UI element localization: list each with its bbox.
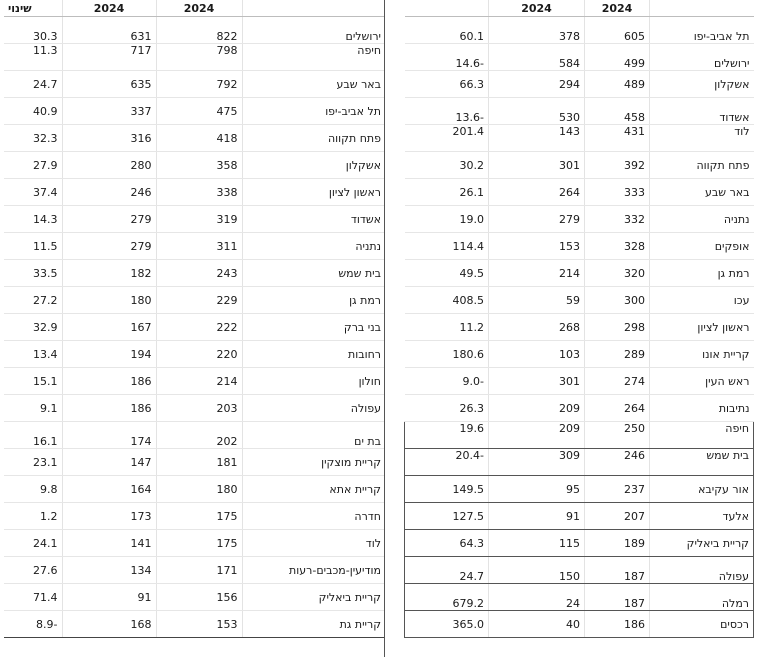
curr-year-cell: 187 (585, 584, 650, 611)
table-row (405, 449, 754, 476)
right-header-row (405, 0, 754, 17)
change-cell: 15.1 (4, 368, 62, 395)
table-row (4, 557, 385, 584)
table-row (4, 125, 385, 152)
right-header-change (405, 0, 489, 17)
curr-year-cell: 207 (585, 503, 650, 530)
change-cell: 33.5 (4, 260, 62, 287)
city-cell: עפולה (242, 395, 385, 422)
city-cell: קריית מוצקין (242, 449, 385, 476)
prev-year-cell: 268 (489, 314, 585, 341)
curr-year-cell: 175 (156, 503, 242, 530)
left-header-curr-year: 2024 (156, 0, 242, 17)
curr-year-cell: 202 (156, 422, 242, 449)
prev-year-cell: 95 (489, 476, 585, 503)
city-cell: לוד (650, 125, 754, 152)
curr-year-cell: 274 (585, 368, 650, 395)
curr-year-cell: 605 (585, 17, 650, 44)
curr-year-cell: 203 (156, 395, 242, 422)
curr-year-cell: 289 (585, 341, 650, 368)
curr-year-cell: 220 (156, 341, 242, 368)
table-row (405, 287, 754, 314)
prev-year-cell: 174 (62, 422, 156, 449)
change-cell: 14.3 (4, 206, 62, 233)
right-header-curr-year: 2024 (585, 0, 650, 17)
table-row (4, 584, 385, 611)
table-row (4, 314, 385, 341)
city-cell: פתח תקווה (242, 125, 385, 152)
table-row (4, 260, 385, 287)
table-row (405, 557, 754, 584)
curr-year-cell: 214 (156, 368, 242, 395)
column-divider (384, 0, 385, 657)
prev-year-cell: 209 (489, 395, 585, 422)
table-row (405, 17, 754, 44)
table-row (405, 71, 754, 98)
change-cell: 365.0 (405, 611, 489, 638)
change-cell: 9.0- (405, 368, 489, 395)
curr-year-cell: 328 (585, 233, 650, 260)
change-cell: 180.6 (405, 341, 489, 368)
city-cell: אלעד (650, 503, 754, 530)
city-cell: קריית ביאליק (242, 584, 385, 611)
city-cell: בני ברק (242, 314, 385, 341)
change-cell: 20.4- (405, 449, 489, 476)
curr-year-cell: 187 (585, 557, 650, 584)
change-cell: 13.4 (4, 341, 62, 368)
prev-year-cell: 337 (62, 98, 156, 125)
city-cell: תל אביב-יפו (650, 17, 754, 44)
prev-year-cell: 301 (489, 152, 585, 179)
curr-year-cell: 338 (156, 179, 242, 206)
prev-year-cell: 150 (489, 557, 585, 584)
table-row (405, 260, 754, 287)
table-row (4, 530, 385, 557)
change-cell: 40.9 (4, 98, 62, 125)
table-row (4, 503, 385, 530)
prev-year-cell: 91 (489, 503, 585, 530)
city-cell: חיפה (650, 422, 754, 449)
table-row (405, 422, 754, 449)
city-cell: אשקלון (242, 152, 385, 179)
prev-year-cell: 214 (489, 260, 585, 287)
curr-year-cell: 475 (156, 98, 242, 125)
prev-year-cell: 635 (62, 71, 156, 98)
change-cell: 679.2 (405, 584, 489, 611)
city-cell: רחובות (242, 341, 385, 368)
prev-year-cell: 180 (62, 287, 156, 314)
curr-year-cell: 237 (585, 476, 650, 503)
change-cell: 24.1 (4, 530, 62, 557)
table-row (4, 287, 385, 314)
table-row (405, 395, 754, 422)
table-row (4, 71, 385, 98)
table-row (4, 341, 385, 368)
curr-year-cell: 180 (156, 476, 242, 503)
change-cell: 1.2 (4, 503, 62, 530)
city-cell: אופקים (650, 233, 754, 260)
curr-year-cell: 458 (585, 98, 650, 125)
curr-year-cell: 311 (156, 233, 242, 260)
change-cell: 11.2 (405, 314, 489, 341)
prev-year-cell: 530 (489, 98, 585, 125)
table-row (405, 98, 754, 125)
change-cell: 127.5 (405, 503, 489, 530)
city-cell: באר שבע (650, 179, 754, 206)
change-cell: 24.7 (4, 71, 62, 98)
curr-year-cell: 181 (156, 449, 242, 476)
change-cell: 11.3 (4, 44, 62, 71)
table-row (405, 611, 754, 638)
prev-year-cell: 264 (489, 179, 585, 206)
curr-year-cell: 189 (585, 530, 650, 557)
prev-year-cell: 631 (62, 17, 156, 44)
prev-year-cell: 173 (62, 503, 156, 530)
city-cell: קריית גת (242, 611, 385, 638)
left-header-prev-year: 2024 (62, 0, 156, 17)
table-row (405, 314, 754, 341)
curr-year-cell: 392 (585, 152, 650, 179)
table-row (4, 368, 385, 395)
curr-year-cell: 229 (156, 287, 242, 314)
city-cell: ראשון לציון (242, 179, 385, 206)
table-row (405, 584, 754, 611)
curr-year-cell: 792 (156, 71, 242, 98)
prev-year-cell: 301 (489, 368, 585, 395)
table-row (405, 233, 754, 260)
prev-year-cell: 167 (62, 314, 156, 341)
curr-year-cell: 175 (156, 530, 242, 557)
change-cell: 8.9- (4, 611, 62, 638)
curr-year-cell: 332 (585, 206, 650, 233)
city-cell: רמת גן (650, 260, 754, 287)
prev-year-cell: 153 (489, 233, 585, 260)
curr-year-cell: 298 (585, 314, 650, 341)
prev-year-cell: 134 (62, 557, 156, 584)
prev-year-cell: 186 (62, 395, 156, 422)
city-cell: עכו (650, 287, 754, 314)
table-row (4, 17, 385, 44)
left-header-city (242, 0, 385, 17)
city-cell: קריית ביאליק (650, 530, 754, 557)
change-cell: 30.2 (405, 152, 489, 179)
city-cell: ירושלים (650, 44, 754, 71)
city-cell: תל אביב-יפו (242, 98, 385, 125)
city-cell: נתניה (242, 233, 385, 260)
change-cell: 30.3 (4, 17, 62, 44)
right-table (404, 0, 754, 638)
table-row (4, 449, 385, 476)
prev-year-cell: 209 (489, 422, 585, 449)
prev-year-cell: 309 (489, 449, 585, 476)
city-cell: חולון (242, 368, 385, 395)
curr-year-cell: 246 (585, 449, 650, 476)
city-cell: קריית אתא (242, 476, 385, 503)
curr-year-cell: 822 (156, 17, 242, 44)
left-header-row (4, 0, 385, 17)
table-row (405, 179, 754, 206)
city-cell: ראשון לציון (650, 314, 754, 341)
city-cell: אור עקיבא (650, 476, 754, 503)
left-table (4, 0, 385, 638)
change-cell: 16.1 (4, 422, 62, 449)
prev-year-cell: 24 (489, 584, 585, 611)
prev-year-cell: 378 (489, 17, 585, 44)
curr-year-cell: 320 (585, 260, 650, 287)
change-cell: 23.1 (4, 449, 62, 476)
curr-year-cell: 319 (156, 206, 242, 233)
prev-year-cell: 147 (62, 449, 156, 476)
city-cell: באר שבע (242, 71, 385, 98)
table-row (405, 341, 754, 368)
change-cell: 11.5 (4, 233, 62, 260)
table-row (4, 233, 385, 260)
city-cell: רכסים (650, 611, 754, 638)
table-row (4, 152, 385, 179)
city-cell: נתניה (650, 206, 754, 233)
prev-year-cell: 294 (489, 71, 585, 98)
change-cell: 13.6- (405, 98, 489, 125)
table-row (405, 476, 754, 503)
change-cell: 27.2 (4, 287, 62, 314)
prev-year-cell: 194 (62, 341, 156, 368)
table-row (405, 368, 754, 395)
curr-year-cell: 153 (156, 611, 242, 638)
table-row (405, 530, 754, 557)
right-header-city (650, 0, 754, 17)
change-cell: 27.6 (4, 557, 62, 584)
table-row (4, 44, 385, 71)
curr-year-cell: 250 (585, 422, 650, 449)
curr-year-cell: 171 (156, 557, 242, 584)
change-cell: 14.6- (405, 44, 489, 71)
curr-year-cell: 186 (585, 611, 650, 638)
prev-year-cell: 59 (489, 287, 585, 314)
city-cell: בת ים (242, 422, 385, 449)
prev-year-cell: 168 (62, 611, 156, 638)
city-cell: פתח תקווה (650, 152, 754, 179)
curr-year-cell: 489 (585, 71, 650, 98)
change-cell: 114.4 (405, 233, 489, 260)
change-cell: 32.3 (4, 125, 62, 152)
curr-year-cell: 222 (156, 314, 242, 341)
city-cell: בית שמש (650, 449, 754, 476)
city-cell: בית שמש (242, 260, 385, 287)
city-cell: חדרה (242, 503, 385, 530)
city-cell: ירושלים (242, 17, 385, 44)
prev-year-cell: 584 (489, 44, 585, 71)
table-row (4, 98, 385, 125)
prev-year-cell: 279 (489, 206, 585, 233)
prev-year-cell: 143 (489, 125, 585, 152)
curr-year-cell: 243 (156, 260, 242, 287)
curr-year-cell: 418 (156, 125, 242, 152)
change-cell: 19.0 (405, 206, 489, 233)
curr-year-cell: 798 (156, 44, 242, 71)
city-cell: לוד (242, 530, 385, 557)
prev-year-cell: 103 (489, 341, 585, 368)
change-cell: 27.9 (4, 152, 62, 179)
city-cell: אשדוד (650, 98, 754, 125)
city-cell: אשדוד (242, 206, 385, 233)
change-cell: 32.9 (4, 314, 62, 341)
table-row (405, 125, 754, 152)
table-row (405, 44, 754, 71)
table-row (4, 476, 385, 503)
table-row (4, 611, 385, 638)
prev-year-cell: 40 (489, 611, 585, 638)
left-header-change: שינוי (4, 0, 62, 17)
prev-year-cell: 141 (62, 530, 156, 557)
table-row (405, 206, 754, 233)
change-cell: 60.1 (405, 17, 489, 44)
change-cell: 19.6 (405, 422, 489, 449)
city-cell: עפולה (650, 557, 754, 584)
curr-year-cell: 358 (156, 152, 242, 179)
city-cell: מודיעין-מכבים-רעות (242, 557, 385, 584)
change-cell: 71.4 (4, 584, 62, 611)
change-cell: 24.7 (405, 557, 489, 584)
right-header-prev-year: 2024 (489, 0, 585, 17)
curr-year-cell: 499 (585, 44, 650, 71)
change-cell: 64.3 (405, 530, 489, 557)
city-cell: קריית אונו (650, 341, 754, 368)
curr-year-cell: 431 (585, 125, 650, 152)
prev-year-cell: 115 (489, 530, 585, 557)
prev-year-cell: 279 (62, 233, 156, 260)
curr-year-cell: 333 (585, 179, 650, 206)
change-cell: 49.5 (405, 260, 489, 287)
change-cell: 66.3 (405, 71, 489, 98)
city-cell: חיפה (242, 44, 385, 71)
prev-year-cell: 717 (62, 44, 156, 71)
table-row (4, 395, 385, 422)
prev-year-cell: 246 (62, 179, 156, 206)
change-cell: 26.3 (405, 395, 489, 422)
prev-year-cell: 182 (62, 260, 156, 287)
table-row (4, 179, 385, 206)
city-cell: ראש העין (650, 368, 754, 395)
prev-year-cell: 279 (62, 206, 156, 233)
city-cell: רמת גן (242, 287, 385, 314)
curr-year-cell: 300 (585, 287, 650, 314)
prev-year-cell: 164 (62, 476, 156, 503)
city-cell: רמלה (650, 584, 754, 611)
table-row (405, 503, 754, 530)
prev-year-cell: 280 (62, 152, 156, 179)
curr-year-cell: 264 (585, 395, 650, 422)
prev-year-cell: 91 (62, 584, 156, 611)
table-row (405, 152, 754, 179)
change-cell: 9.1 (4, 395, 62, 422)
change-cell: 201.4 (405, 125, 489, 152)
change-cell: 26.1 (405, 179, 489, 206)
table-row (4, 422, 385, 449)
change-cell: 37.4 (4, 179, 62, 206)
change-cell: 9.8 (4, 476, 62, 503)
prev-year-cell: 186 (62, 368, 156, 395)
change-cell: 149.5 (405, 476, 489, 503)
table-row (4, 206, 385, 233)
prev-year-cell: 316 (62, 125, 156, 152)
change-cell: 408.5 (405, 287, 489, 314)
city-cell: נתיבות (650, 395, 754, 422)
curr-year-cell: 156 (156, 584, 242, 611)
city-cell: אשקלון (650, 71, 754, 98)
